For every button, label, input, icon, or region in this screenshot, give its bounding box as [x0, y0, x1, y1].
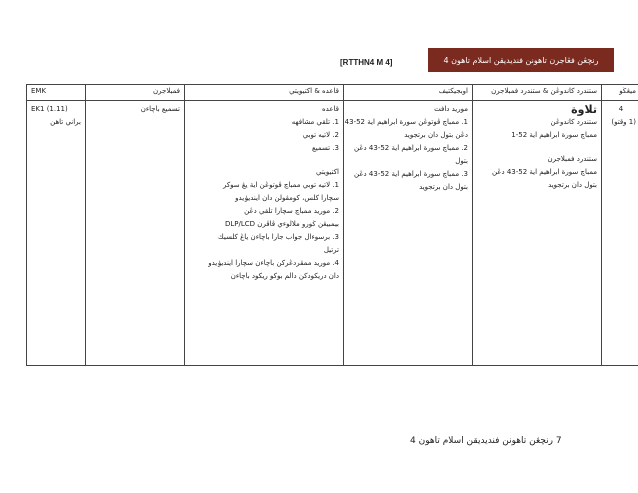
objektif-item: 3. ممباچ سورة ابراهيم اية 52-43 دڠن [354, 170, 468, 178]
emk-value: براني تاهن [50, 118, 81, 126]
header-pembelajaran: فمبلاجرن [86, 85, 185, 101]
header-kaedah: قاعده & اكتيويتي [185, 85, 344, 101]
cell-emk [27, 101, 86, 366]
header-minggu: ميڠڬو [602, 85, 638, 101]
sk-text: ممباچ سورة ابراهيم اية 52-1 [511, 131, 597, 139]
standard-title: تلاوة [571, 103, 597, 116]
objektif-item: بتول دان برتجويد [419, 183, 468, 191]
cell-standard [473, 101, 602, 366]
footer-page-number: 7 [555, 436, 562, 446]
footer [410, 436, 562, 446]
pembelajaran-text: تسميع باچاءن [140, 105, 180, 113]
kaedah-item: 3. تسميع [312, 144, 339, 152]
header-objektif: اوبجيكتيف [344, 85, 473, 101]
objektif-item: بتول [455, 157, 468, 165]
kaedah-item: 2. لاتيه توبي [302, 131, 339, 139]
objektif-intro: موريد دافت [434, 105, 468, 113]
aktiviti-title: اكتيويتي [315, 168, 339, 176]
aktiviti-item: دان دريكودكن دالم بوكو ريكود باچاءن [230, 272, 339, 280]
aktiviti-item: 3. برسوءال جواب جارا باچاءن ياڠ كلسيك [217, 233, 339, 241]
footer-title: رنچڠن تاهونن فنديديقن اسلام تاهون 4 [410, 436, 554, 446]
cell-minggu [602, 101, 638, 366]
aktiviti-item: ترتيل [323, 246, 339, 254]
cell-kaedah [185, 101, 344, 366]
sk-label: ستندرد كاندوڠن [550, 118, 597, 126]
emk-code: EK1 (1.11) [31, 105, 68, 113]
objektif-item: 1. ممباچ ڤوتوڠن سورة ابراهيم اية 52-43 [344, 118, 468, 126]
table-row [27, 101, 638, 366]
kaedah-title: قاعده [322, 105, 339, 113]
header-standard: ستندرد كاندوڠن & ستندرد فمبلاجرن [473, 85, 602, 101]
minggu-duration: (1 وقتو) [611, 118, 636, 126]
aktiviti-item: 1. لاتيه توبي ممباچ ڤوتوڠن اية يڠ سوكر [222, 181, 339, 189]
sp-text: بتول دان برتجويد [548, 181, 597, 189]
table-header-row [27, 85, 638, 101]
objektif-item: دڠن بتول دان برتجويد [404, 131, 468, 139]
aktiviti-item: 2. موريد ممباچ سچارا تلقي دڠن [244, 207, 339, 215]
aktiviti-item: 4. موريد ممڤردڠركن باچاءن سچارا اينديۏيدو [208, 259, 339, 267]
sp-text: ممباچ سورة ابراهيم اية 52-43 دڠن [491, 168, 597, 176]
cell-objektif [344, 101, 473, 366]
header-banner: رنچڠن فڠاجرن تاهونن فنديديقن اسلام تاهون 4 [428, 48, 614, 72]
kaedah-item: 1. تلقي مشافهه [291, 118, 339, 126]
lesson-plan-table [26, 84, 638, 366]
aktiviti-item: سچارا كلس، كومڤولن دان اينديۏيدو [235, 194, 339, 202]
objektif-item: 2. ممباچ سورة ابراهيم اية 52-43 دڠن [354, 144, 468, 152]
document-code: [RTTHN4 M 4] [340, 58, 393, 67]
cell-pembelajaran [86, 101, 185, 366]
sp-label: ستندرد فمبلاجرن [547, 155, 597, 163]
aktiviti-item: بيمبيڠن ڬورو ملالوءي ڤاڤرن DLP/LCD [225, 220, 339, 228]
minggu-number: 4 [618, 105, 624, 113]
header-emk: EMK [27, 85, 86, 101]
